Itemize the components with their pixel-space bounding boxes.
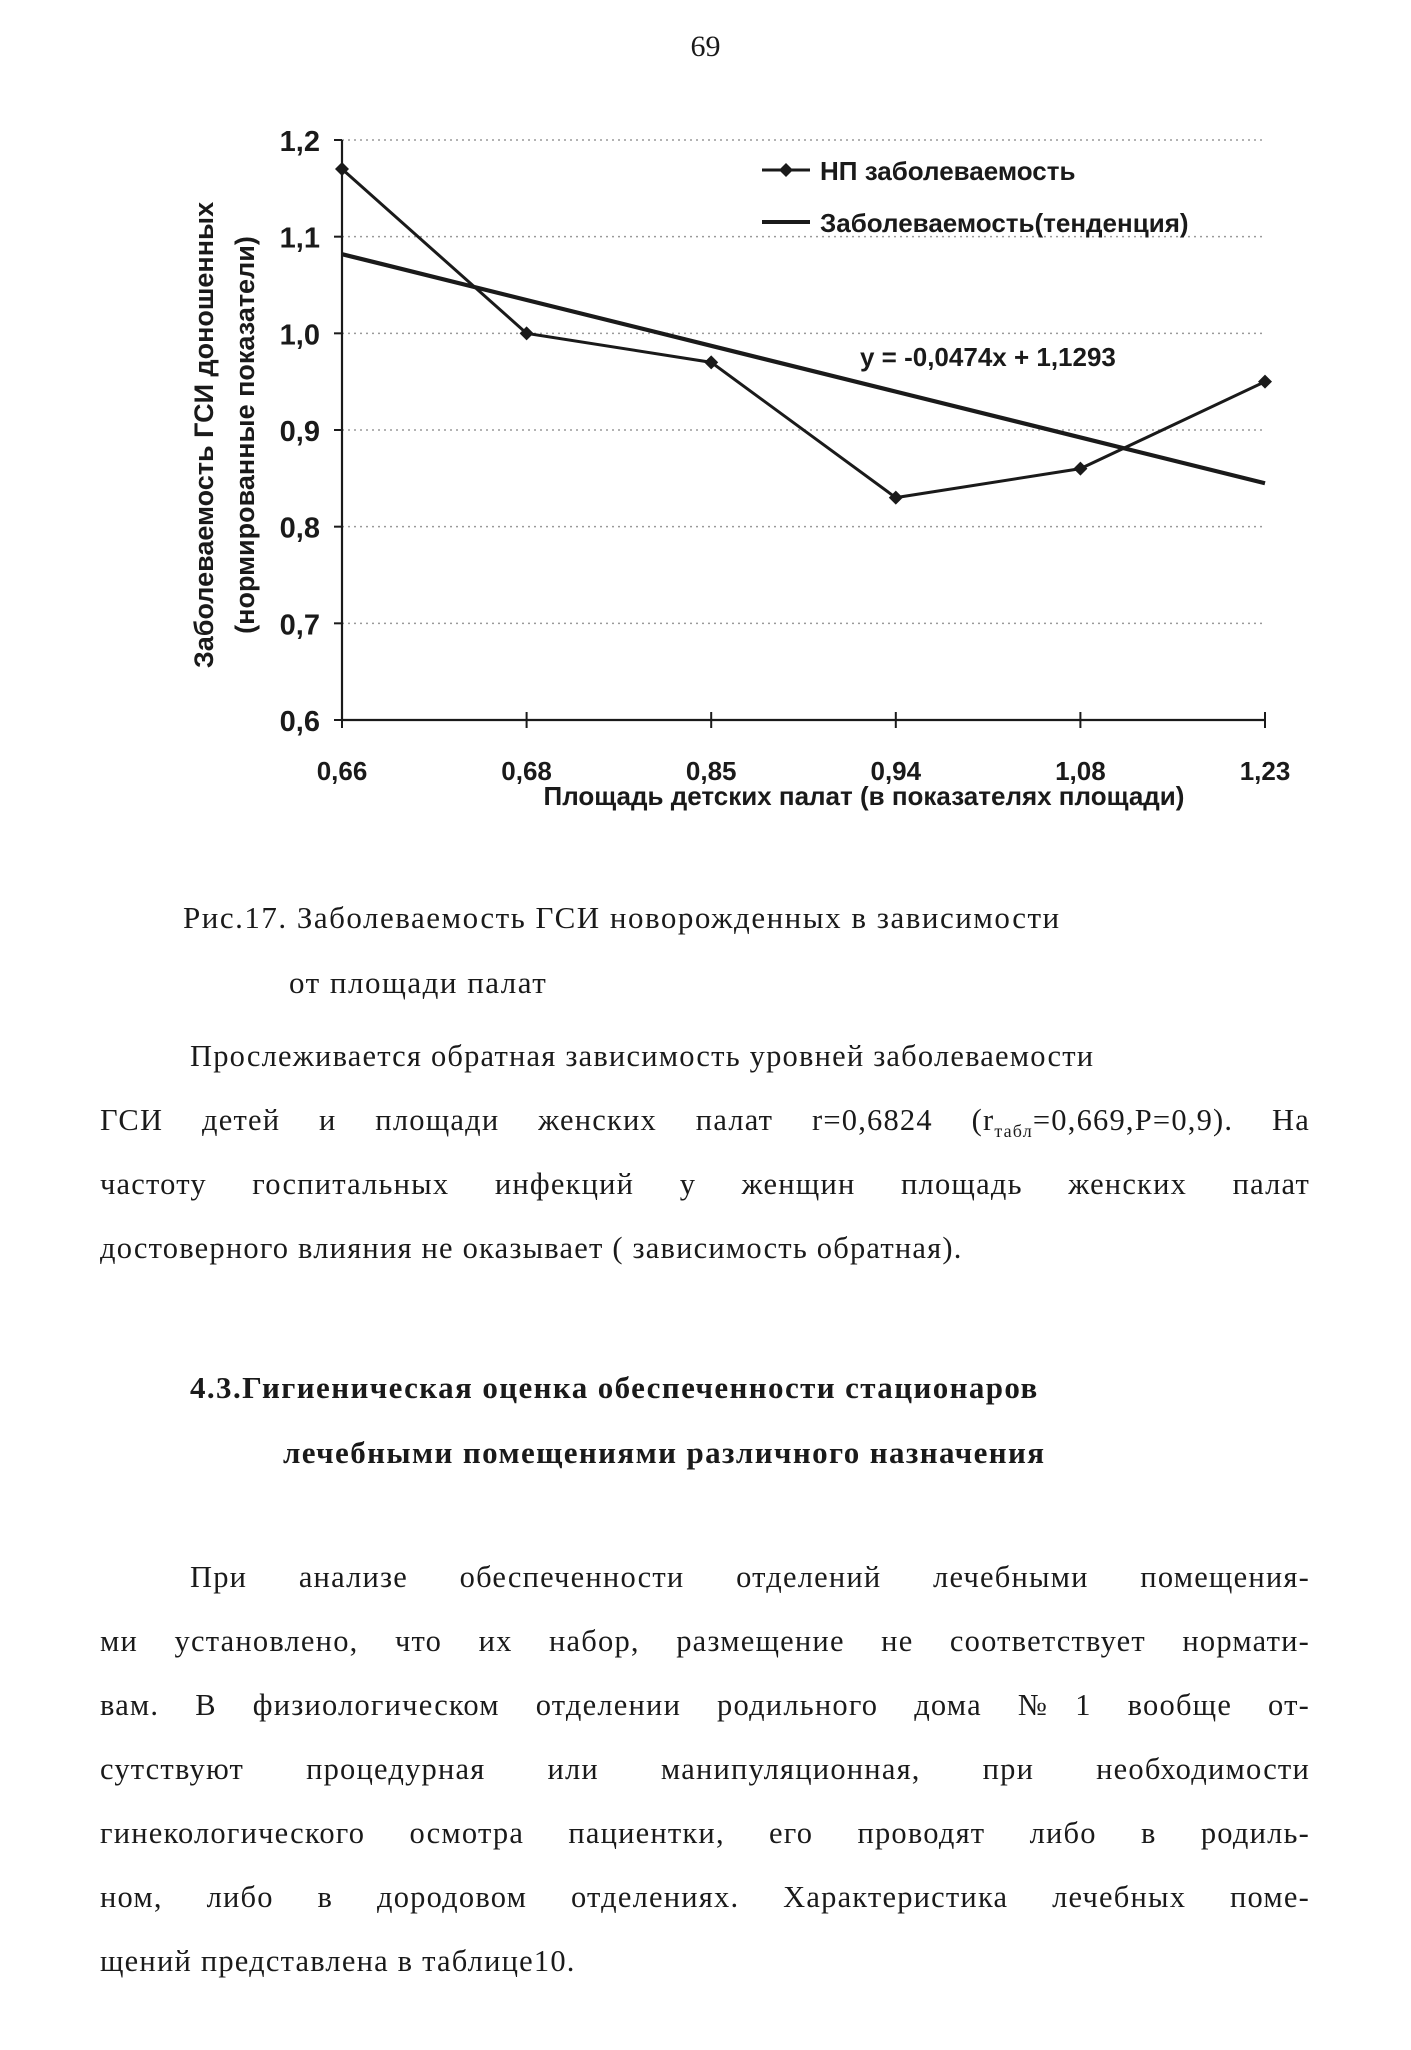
legend-label: Заболеваемость(тенденция) xyxy=(820,208,1189,238)
x-tick-label: 0,68 xyxy=(501,756,552,786)
y-axis-title-line: Заболеваемость ГСИ доношенных xyxy=(189,201,219,669)
paragraph-1-line xyxy=(100,1088,1310,1152)
x-axis-title: Площадь детских палат (в показателях площади) xyxy=(543,781,1185,811)
paragraph-2-line: гинекологического осмотра пациентки, его проводят либо в родиль- xyxy=(100,1816,1310,1850)
paragraph-2-line: щений представлена в таблице10. xyxy=(100,1944,576,1978)
paragraph-1-text: =0,669,P=0,9). На xyxy=(1032,1103,1310,1137)
y-tick-label: 1,2 xyxy=(279,126,320,158)
figure-caption-line-1: Рис.17. Заболеваемость ГСИ новорожденных в зависимости xyxy=(183,900,1061,935)
trendline xyxy=(342,254,1265,483)
paragraph-1-subscript: табл xyxy=(994,1121,1033,1142)
y-tick-label: 0,8 xyxy=(279,512,320,545)
paragraph-1-line: достоверного влияния не оказывает ( зависимость обратная). xyxy=(100,1231,963,1265)
y-tick-label: 0,9 xyxy=(279,416,320,448)
legend-label: НП заболеваемость xyxy=(820,156,1076,186)
figure-caption-line-2: от площади палат xyxy=(289,965,548,1000)
paragraph-2-line: При анализе обеспеченности отделений лечебными помещения- xyxy=(190,1560,1310,1594)
paragraph-1-text: ГСИ детей и площади женских палат r=0,6824 (r xyxy=(100,1103,995,1137)
x-tick-label: 0,85 xyxy=(685,756,737,786)
trendline-equation: y = -0,0474x + 1,1293 xyxy=(860,342,1116,372)
y-axis-title-line: (нормированные показатели) xyxy=(230,236,260,634)
y-tick-label: 1,1 xyxy=(279,222,320,255)
y-tick-label: 0,7 xyxy=(279,609,320,642)
data-point xyxy=(1073,462,1087,476)
x-tick-label: 0,94 xyxy=(870,756,922,786)
section-title-line-2: лечебными помещениями различного назначения xyxy=(283,1435,1046,1470)
section-title-line-1: 4.3.Гигиеническая оценка обеспеченности стационаров xyxy=(190,1370,1039,1405)
paragraph-2-line: вам. В физиологическом отделении родильного дома №1 вообще от- xyxy=(100,1688,1310,1722)
paragraph-2-line: ми установлено, что их набор, размещение не соответствует нормати- xyxy=(100,1624,1310,1658)
paragraph-1 xyxy=(100,1024,1310,1280)
x-tick-label: 1,23 xyxy=(1239,756,1291,786)
y-tick-label: 0,6 xyxy=(279,706,320,738)
page-number: 69 xyxy=(690,30,721,63)
data-point xyxy=(1258,375,1272,389)
x-tick-label: 0,66 xyxy=(316,756,368,786)
paragraph-2 xyxy=(100,1545,1310,1993)
x-tick-label: 1,08 xyxy=(1055,756,1106,786)
paragraph-2-line: ном, либо в дородовом отделениях. Характеристика лечебных поме- xyxy=(100,1880,1310,1914)
paragraph-2-line: сутствуют процедурная или манипуляционная, при необходимости xyxy=(100,1752,1310,1786)
paragraph-1-line: Прослеживается обратная зависимость уровней заболеваемости xyxy=(190,1039,1095,1073)
chart-legend xyxy=(762,156,1189,238)
paragraph-1-line: частоту госпитальных инфекций у женщин площадь женских палат xyxy=(100,1167,1310,1201)
y-tick-label: 1,0 xyxy=(279,319,320,352)
line-chart xyxy=(0,0,1411,840)
legend-marker xyxy=(779,163,793,177)
